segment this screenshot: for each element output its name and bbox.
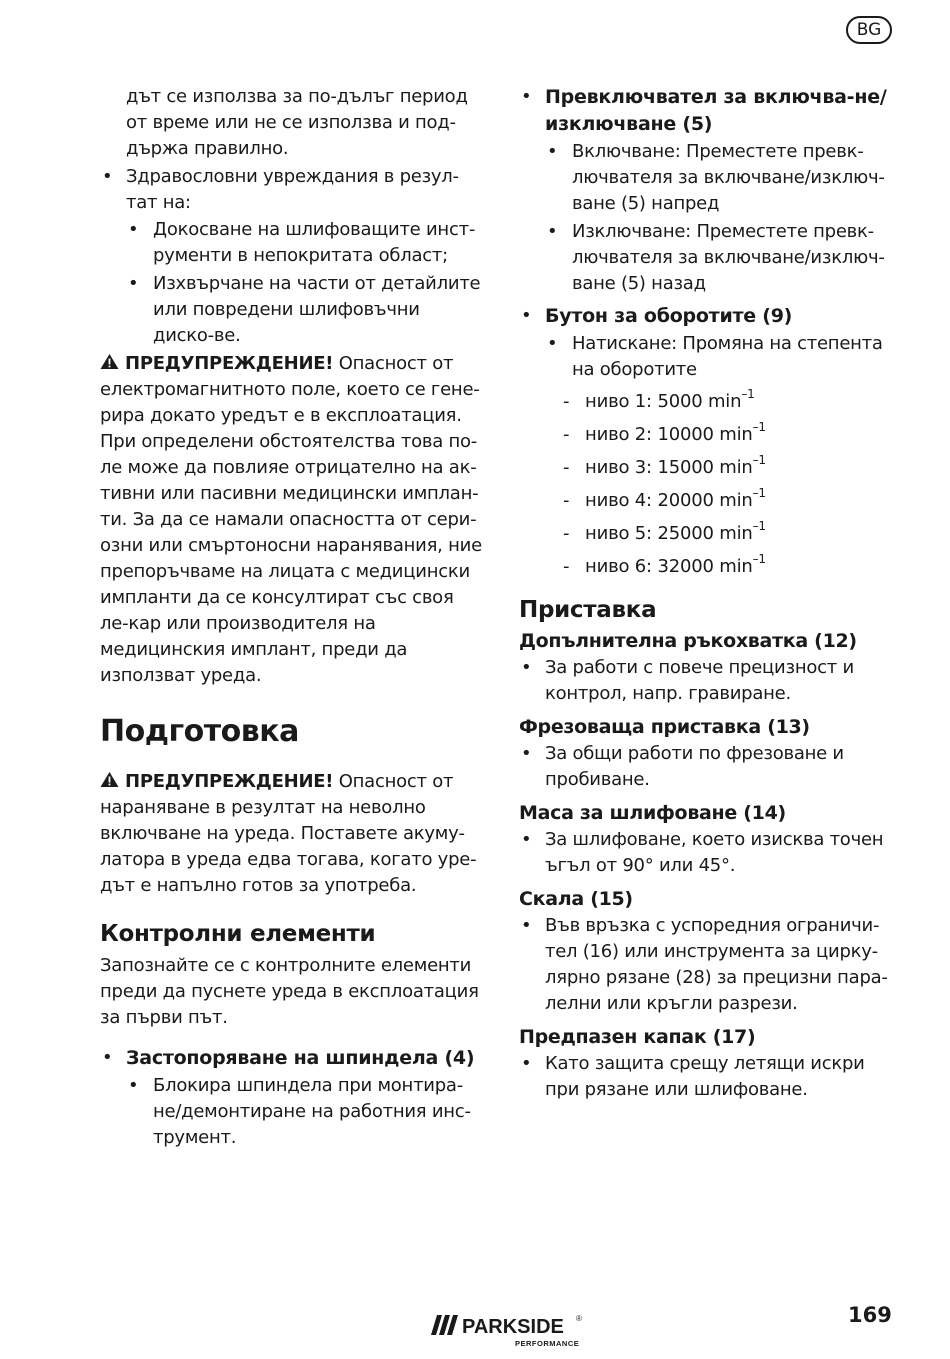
speed-button-title: Бутон за оборотите (9): [545, 305, 793, 327]
attachment-section: [519, 713, 899, 793]
intro-continuation: [100, 84, 482, 162]
attachment-title: Скала (15): [519, 888, 633, 910]
level-label: ниво 2: 10000 min: [585, 424, 753, 445]
list-item: [519, 303, 899, 383]
intro-line: държа правилно.: [126, 138, 289, 159]
attachment-title: Допълнителна ръкохватка (12): [519, 630, 857, 652]
page-number: 169: [848, 1303, 892, 1327]
list-item: • Докосване на шлифоващите инст-рументи в непокритата област;: [126, 217, 482, 269]
controls-intro: Запознайте се с контролните елементи преди да пуснете уреда в експлоатация за първи път.: [100, 955, 479, 1028]
controls-list: [100, 1045, 482, 1151]
list-item: • Блокира шпиндела при монтира-не/демонтиране на работния инс-трумент.: [126, 1073, 482, 1151]
spindle-lock-title: Застопоряване на шпиндела (4): [126, 1047, 475, 1069]
health-list: [100, 164, 482, 349]
list-item: • За шлифоване, което изисква точен ъгъл от 90° или 45°.: [519, 827, 899, 879]
level-exponent: –1: [752, 486, 766, 500]
on-off-switch-title: Превключвател за включва-не/изключване (5): [545, 86, 887, 135]
speed-sublist: [545, 331, 899, 383]
speed-level: [519, 451, 899, 484]
attachment-section: [519, 1023, 899, 1103]
health-sublist: [126, 217, 482, 349]
list-item: [100, 164, 482, 349]
list-item: • Включване: Преместете превк-лючвателя за включване/изключ-ване (5) напред: [545, 139, 899, 217]
warning-text: Опасност от нараняване в резултат на неволно включване на уреда. Поставете акуму-латора в уреда едва тогава, когато уре-дът е напълно готов за употреба.: [100, 771, 477, 896]
level-label: ниво 3: 15000 min: [585, 457, 753, 478]
health-item-text: Здравословни увреждания в резул-тат на:: [126, 166, 459, 213]
list-item: • Изхвърчане на части от детайлите или повредени шлифовъчни диско-ве.: [126, 271, 482, 349]
parkside-logo: [431, 1311, 591, 1349]
level-exponent: –1: [752, 519, 766, 533]
level-label: ниво 5: 25000 min: [585, 523, 753, 544]
section-heading-preparation: Подготовка: [100, 714, 299, 749]
speed-levels: [519, 385, 899, 583]
right-column: [519, 84, 899, 1103]
level-label: ниво 6: 32000 min: [585, 556, 753, 577]
warning-icon: [100, 353, 119, 370]
list-item: • Натискане: Промяна на степента на оборотите: [545, 331, 899, 383]
warning-label: ПРЕДУПРЕЖДЕНИЕ!: [125, 353, 334, 374]
level-exponent: –1: [752, 552, 766, 566]
attachment-list: [519, 741, 899, 793]
attachment-title: Предпазен капак (17): [519, 1026, 756, 1048]
list-item: • За работи с повече прецизност и контрол, напр. гравиране.: [519, 655, 899, 707]
attachment-section: [519, 627, 899, 707]
attachment-list: [519, 913, 899, 1017]
spindle-sublist: [126, 1073, 482, 1151]
language-badge: BG: [846, 16, 892, 44]
level-exponent: –1: [752, 453, 766, 467]
attachment-section: [519, 885, 899, 1017]
list-item: [519, 84, 899, 297]
intro-line: дът се използва за по-дълъг период: [126, 86, 468, 107]
warning-accidental-start: [100, 769, 482, 899]
warning-electromagnetic: [100, 351, 482, 689]
speed-level: [519, 385, 899, 418]
registered-mark: ®: [576, 1314, 582, 1323]
switch-sublist: [545, 139, 899, 297]
speed-level: [519, 484, 899, 517]
warning-text: Опасност от електромагнитното поле, което се гене-рира докато уредът е в експлоатация. При определени обстоятелства това по-ле може да повлияе отрицателно на ак-тивни или пасивни медицински имплан-ти. За да се намали опасността от сери-озни или смъртоносни наранявания, ние препоръчваме на лицата с медицински импланти да се консултират със своя ле-кар или производителя на медицинския имплант, преди да използват уреда.: [100, 353, 482, 686]
warning-icon: [100, 771, 119, 788]
level-label: ниво 4: 20000 min: [585, 490, 753, 511]
level-label: ниво 1: 5000 min: [585, 391, 742, 412]
controls-list-continued: [519, 84, 899, 383]
list-item: • Във връзка с успоредния ограничи-тел (16) или инструмента за цирку-лярно рязане (28) за прецизни пара-лелни или кръгли разрези.: [519, 913, 899, 1017]
section-heading-attachment: Приставка: [519, 597, 657, 623]
warning-label: ПРЕДУПРЕЖДЕНИЕ!: [125, 771, 334, 792]
attachment-list: [519, 655, 899, 707]
list-item: • Като защита срещу летящи искри при рязане или шлифоване.: [519, 1051, 899, 1103]
list-item: • За общи работи по фрезоване и пробиване.: [519, 741, 899, 793]
list-item: [100, 1045, 482, 1151]
brand-name: PARKSIDE: [462, 1316, 564, 1338]
intro-line: от време или не се използва и под-: [126, 112, 456, 133]
attachment-list: [519, 827, 899, 879]
brand-subline: PERFORMANCE: [515, 1339, 580, 1348]
left-column: [100, 84, 482, 1153]
attachment-title: Маса за шлифоване (14): [519, 802, 786, 824]
list-item: • Изключване: Преместете превк-лючвателя за включване/изключ-ване (5) назад: [545, 219, 899, 297]
attachment-section: [519, 799, 899, 879]
speed-level: [519, 517, 899, 550]
speed-level: [519, 550, 899, 583]
level-exponent: –1: [752, 420, 766, 434]
section-heading-controls: Контролни елементи: [100, 921, 376, 947]
attachment-title: Фрезоваща приставка (13): [519, 716, 810, 738]
speed-level: [519, 418, 899, 451]
level-exponent: –1: [741, 387, 755, 401]
attachment-list: [519, 1051, 899, 1103]
